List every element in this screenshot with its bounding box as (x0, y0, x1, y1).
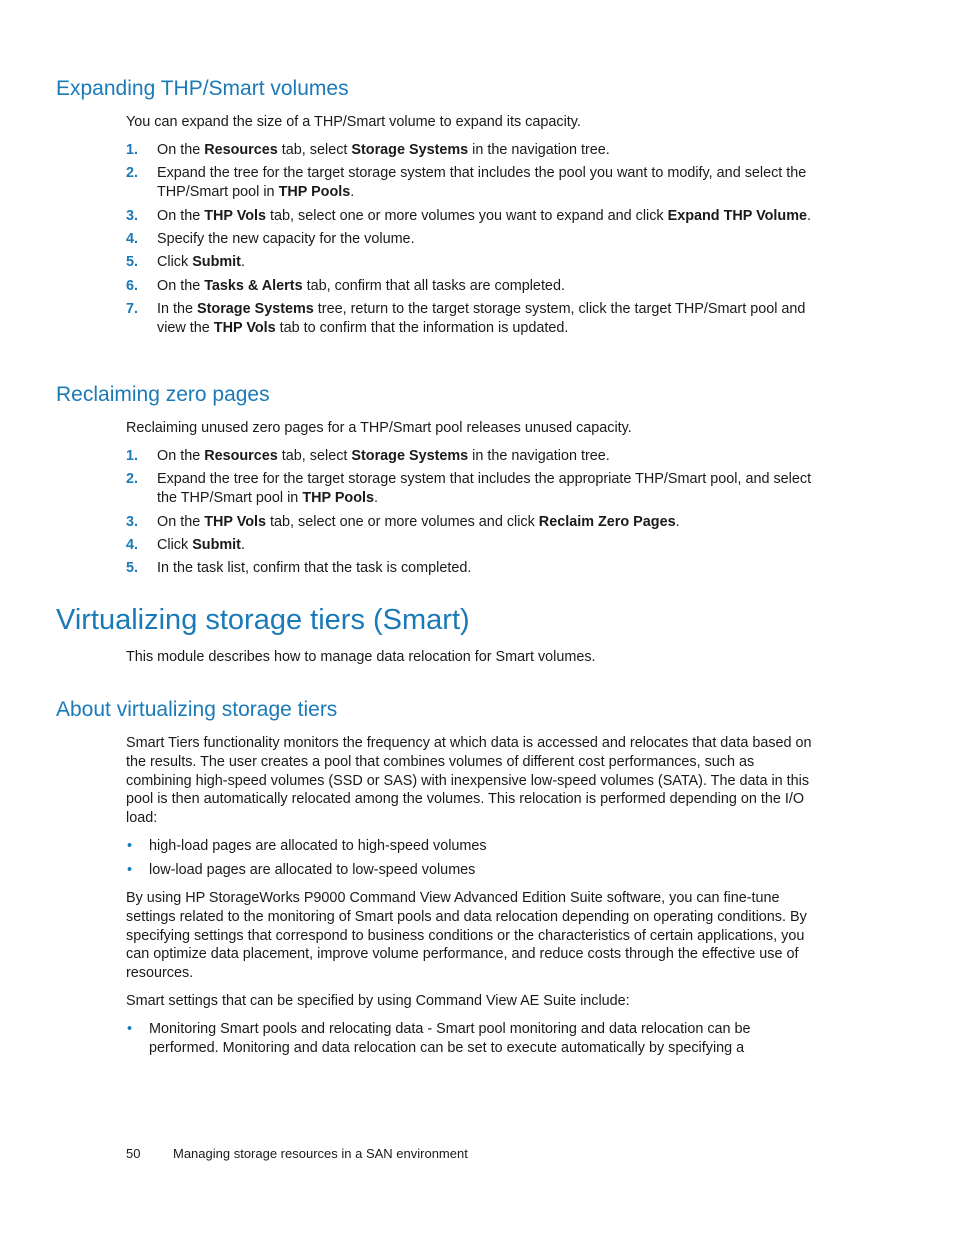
step-text: . (675, 513, 680, 530)
about-paragraph-3: Smart settings that can be specified by using Command View AE Suite include: (126, 993, 630, 1009)
step-number: 1. (126, 142, 139, 158)
step-text: in the navigation tree. (468, 448, 610, 464)
step-text: Click (157, 254, 193, 271)
step-text: tab, select one or more volumes and click (266, 513, 539, 530)
step-text: . (350, 184, 355, 201)
bullet-item (126, 837, 816, 856)
step-number: 7. (126, 301, 139, 318)
ui-term: Storage Systems (351, 142, 469, 158)
page-footer (126, 1146, 468, 1162)
step-item (126, 277, 816, 296)
step-text: In the (157, 301, 198, 318)
ui-term: THP Pools (278, 184, 351, 201)
bullet-icon: • (127, 1021, 133, 1037)
ui-term: Reclaim Zero Pages (538, 513, 676, 530)
step-number: 6. (126, 277, 139, 294)
ui-term: THP Vols (204, 513, 267, 530)
page-number: 50 (126, 1146, 141, 1161)
ui-term: THP Vols (204, 207, 267, 224)
bullet-text: Monitoring Smart pools and relocating data - Smart pool monitoring and data relocation can be performed. Monitoring and data relocation can be set to execute automatically by specifying a (149, 1021, 751, 1056)
step-text: . (374, 490, 379, 507)
ui-term: Storage Systems (197, 301, 314, 318)
bullet-item (126, 1020, 816, 1058)
reclaim-steps-list (126, 447, 816, 583)
step-text: Expand the tree for the target storage system that includes the pool you want to modify, and select the THP/Smart pool in (157, 165, 807, 201)
reclaim-intro: Reclaiming unused zero pages for a THP/Smart pool releases unused capacity. (126, 420, 632, 436)
step-text: Expand the tree for the target storage system that includes the appropriate THP/Smart pool, and select the THP/Smart pool in (157, 471, 812, 507)
step-text: . (240, 536, 245, 553)
step-item (126, 300, 816, 338)
step-number: 2. (126, 165, 139, 182)
bullet-text: high-load pages are allocated to high-speed volumes (149, 838, 487, 854)
bullet-icon: • (127, 838, 133, 854)
step-number: 5. (126, 254, 139, 271)
step-text: On the (157, 513, 205, 530)
step-number: 5. (126, 560, 139, 577)
chapter-heading-virtualizing: Virtualizing storage tiers (Smart) (56, 604, 470, 636)
step-text: . (240, 254, 245, 271)
step-number: 3. (126, 513, 139, 530)
bullet-item (126, 861, 816, 880)
ui-term: Storage Systems (351, 448, 469, 464)
section-heading-reclaiming: Reclaiming zero pages (56, 383, 270, 406)
ui-term: Tasks & Alerts (204, 277, 303, 294)
step-item (126, 141, 816, 160)
step-item (126, 559, 816, 578)
step-item (126, 513, 816, 532)
step-number: 2. (126, 471, 139, 488)
smart-settings-bullet-list (126, 1020, 816, 1063)
step-item (126, 536, 816, 555)
step-number: 4. (126, 230, 139, 247)
section-heading-expanding: Expanding THP/Smart volumes (56, 77, 349, 100)
step-item (126, 207, 816, 226)
bullet-text: low-load pages are allocated to low-speed volumes (149, 862, 476, 879)
step-text: Specify the new capacity for the volume. (157, 230, 415, 247)
step-text: tab to confirm that the information is updated. (275, 319, 569, 336)
ui-term: THP Vols (213, 319, 276, 336)
step-text: tab, confirm that all tasks are completed. (302, 277, 565, 294)
step-item (126, 470, 816, 508)
expand-intro: You can expand the size of a THP/Smart volume to expand its capacity. (126, 114, 581, 130)
ui-term: Resources (204, 142, 278, 158)
ui-term: THP Pools (302, 490, 375, 507)
step-text: tab, select (277, 142, 352, 158)
step-text: In the task list, confirm that the task is completed. (157, 560, 472, 577)
ui-term: Resources (204, 448, 278, 464)
bullet-icon: • (127, 862, 133, 879)
expand-steps-list (126, 141, 816, 342)
step-text: On the (157, 207, 205, 224)
step-text: On the (157, 448, 205, 464)
step-item (126, 164, 816, 202)
step-number: 3. (126, 207, 139, 224)
footer-title: Managing storage resources in a SAN environment (173, 1146, 468, 1161)
step-text: On the (157, 277, 205, 294)
ui-term: Expand THP Volume (667, 207, 808, 224)
step-number: 4. (126, 536, 139, 553)
step-text: Click (157, 536, 193, 553)
step-text: On the (157, 142, 205, 158)
step-item (126, 253, 816, 272)
step-text: tab, select (277, 448, 352, 464)
ui-term: Submit (192, 254, 241, 271)
step-text: tab, select one or more volumes you want to expand and click (266, 207, 668, 224)
step-item (126, 447, 816, 466)
section-heading-about: About virtualizing storage tiers (56, 698, 338, 721)
virtual-intro: This module describes how to manage data relocation for Smart volumes. (126, 649, 596, 665)
step-text: . (807, 207, 812, 224)
step-text: in the navigation tree. (468, 142, 610, 158)
ui-term: Submit (192, 536, 241, 553)
io-load-bullet-list (126, 837, 816, 886)
about-paragraph-1: Smart Tiers functionality monitors the frequency at which data is accessed and relocates that data based on the results. The user creates a pool that combines volumes of different cost performances, such as combining high-speed volumes (SSD or SAS) with inexpensive low-speed volumes (SATA). The data in this pool is then automatically relocated among the volumes. This relocation is performed depending on the I/O load: (126, 735, 812, 827)
step-number: 1. (126, 448, 139, 464)
about-paragraph-2: By using HP StorageWorks P9000 Command View Advanced Edition Suite software, you can fine-tune settings related to the monitoring of Smart pools and data relocation depending on operating conditions. By specifying settings that correspond to business conditions or the characteristics of certain applications, you can optimize data placement, improve volume performance, and reduce costs through the effective use of resources. (126, 890, 807, 982)
step-text: tree, return to the target storage system, click the target THP/Smart pool and view the (157, 301, 806, 336)
step-item (126, 230, 816, 249)
